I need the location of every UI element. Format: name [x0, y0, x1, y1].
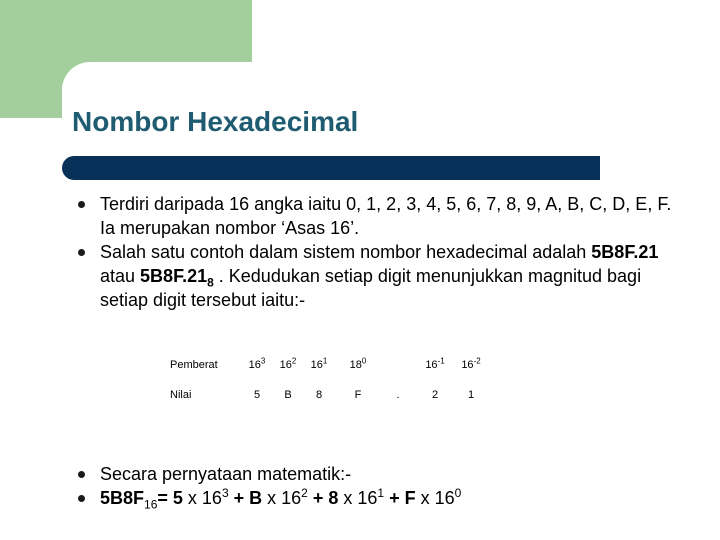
row-label: Pemberat — [170, 359, 218, 371]
example-number: 5B8F.21 — [591, 242, 659, 262]
bullet-dot-icon — [78, 201, 85, 208]
formula-part: + 8 — [307, 488, 344, 508]
place-value-table — [160, 350, 486, 410]
formula-part: x 16 — [420, 488, 455, 508]
table-row-value — [160, 380, 486, 410]
bullet-list-bottom — [76, 462, 676, 510]
formula-part: x 16 — [267, 488, 302, 508]
formula-part: + F — [384, 488, 421, 508]
value-cell: . — [396, 389, 400, 401]
bullet-item-formula — [76, 486, 676, 510]
value-cell: B — [284, 389, 292, 401]
bullet-item — [76, 240, 676, 312]
formula-lhs-base: 16 — [144, 497, 158, 512]
bullet-item — [76, 462, 676, 486]
weight-cell: $16^1$ — [310, 356, 328, 371]
bullet-list-top — [76, 192, 676, 312]
value-cell: 2 — [431, 389, 439, 401]
value-cell: 1 — [467, 389, 475, 401]
row-label: Nilai — [170, 389, 192, 401]
formula-part: x 16 — [343, 488, 378, 508]
base-subscript: 8 — [207, 275, 214, 290]
formula-part: x 16 — [187, 488, 222, 508]
value-cell: 5 — [253, 389, 261, 401]
weight-cell: $16^3$ — [248, 356, 266, 371]
example-number-base: 5B8F.21 — [140, 266, 208, 286]
bullet-text-b: atau — [100, 266, 141, 286]
weight-cell: $16^{-1}$ — [425, 356, 445, 371]
weight-cell: $16^{-2}$ — [461, 356, 481, 371]
page-title: Nombor Hexadecimal — [72, 106, 359, 137]
title-underline-bar — [62, 156, 600, 180]
formula-part: + B — [228, 488, 268, 508]
value-cell: 8 — [315, 389, 323, 401]
weight-cell: $18^0$ — [349, 356, 367, 371]
bullet-text: Terdiri daripada 16 angka iaitu 0, 1, 2, 3, 4, 5, 6, 7, 8, 9, A, B, C, D, E, F. Ia merupakan nombor ‘Asas 16’. — [100, 194, 672, 238]
bullet-dot-icon — [78, 249, 85, 256]
formula-exp: 2 — [301, 486, 308, 500]
formula-exp: 1 — [377, 486, 385, 500]
formula-exp: 0 — [454, 486, 462, 500]
formula-lhs: 5B8F — [100, 488, 145, 508]
table-row-weight — [160, 350, 486, 380]
value-cell: F — [354, 389, 362, 401]
bullet-dot-icon — [78, 471, 85, 478]
bullet-text: Secara pernyataan matematik:- — [100, 464, 352, 484]
bullet-text-c: . Kedudukan setiap digit menunjukkan magnitud bagi setiap digit tersebut iaitu:- — [100, 266, 642, 310]
bullet-item — [76, 192, 676, 240]
formula-exp: 3 — [221, 486, 229, 500]
bullet-dot-icon — [78, 495, 85, 502]
weight-cell: $16^2$ — [279, 356, 297, 371]
weight-cell — [382, 350, 414, 380]
formula-part: = 5 — [157, 488, 188, 508]
bullet-text-a: Salah satu contoh dalam sistem nombor hexadecimal adalah — [100, 242, 592, 262]
